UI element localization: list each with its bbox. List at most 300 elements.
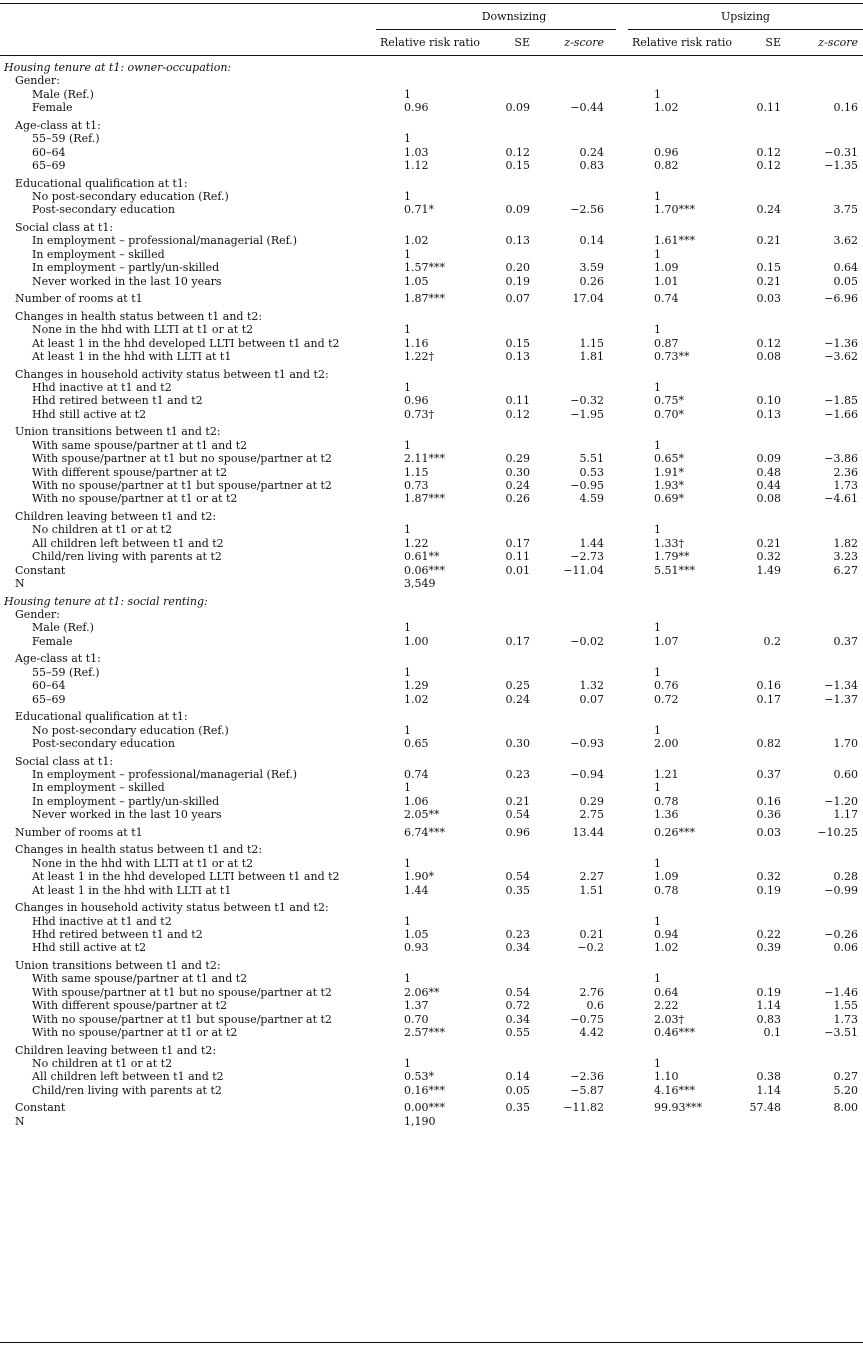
- row-label: 65–69: [32, 159, 66, 172]
- cell-rrr-down: 1: [404, 856, 411, 870]
- cell-se-up: 1.14: [756, 999, 781, 1013]
- row-label: With different spouse/partner at t2: [32, 999, 228, 1013]
- cell-z-down: 2.75: [579, 808, 604, 822]
- cell-z-up: −4.61: [824, 492, 858, 506]
- cell-se-down: 0.35: [505, 883, 530, 897]
- cell-se-up: 57.48: [749, 1101, 781, 1115]
- cell-z-down: −2.36: [570, 1070, 604, 1084]
- cell-se-up: 0.21: [756, 536, 781, 550]
- cell-rrr-up: 1.91*: [654, 465, 684, 479]
- cell-rrr-up: 99.93***: [654, 1101, 702, 1115]
- cell-z-down: 0.83: [579, 159, 604, 172]
- row-category-label: Changes in household activity status between t1 and t2:: [15, 901, 329, 915]
- col-header-se-down: SE: [514, 36, 530, 49]
- cell-z-up: 0.37: [833, 634, 858, 648]
- cell-se-up: 0.38: [756, 1070, 781, 1084]
- cell-se-up: 0.82: [756, 737, 781, 750]
- row-label: Never worked in the last 10 years: [32, 274, 222, 288]
- cell-se-up: 0.13: [756, 407, 781, 421]
- cell-se-down: 0.12: [505, 145, 530, 159]
- cell-rrr-down: 1: [404, 381, 411, 394]
- cell-z-up: −6.96: [824, 292, 858, 306]
- cell-se-down: 0.11: [505, 394, 530, 408]
- row-category-label: Union transitions between t1 and t2:: [15, 425, 221, 439]
- row-label: Post-secondary education: [32, 203, 175, 217]
- cell-z-up: 0.06: [833, 941, 858, 955]
- row-label: Hhd inactive at t1 and t2: [32, 914, 172, 928]
- cell-z-up: 1.82: [833, 536, 858, 550]
- col-header-rrr-down: Relative risk ratio: [380, 36, 480, 49]
- cell-se-up: 0.12: [756, 145, 781, 159]
- cell-se-down: 0.23: [505, 928, 530, 941]
- cell-z-down: 1.81: [579, 350, 604, 363]
- cell-z-down: −0.44: [570, 101, 604, 115]
- cell-se-down: 0.24: [505, 692, 530, 706]
- cell-rrr-up: 0.65*: [654, 452, 684, 466]
- cell-z-down: −0.2: [577, 941, 604, 955]
- cell-se-up: 0.03: [756, 825, 781, 839]
- row-label: None in the hhd with LLTI at t1 or at t2: [32, 323, 254, 337]
- cell-z-up: −1.46: [824, 985, 858, 999]
- row-category-label: Gender:: [15, 608, 60, 621]
- cell-se-down: 0.14: [505, 1070, 530, 1084]
- cell-rrr-up: 2.03†: [654, 1012, 684, 1026]
- cell-rrr-up: 0.73**: [654, 350, 690, 363]
- row-category-label: N: [15, 577, 25, 590]
- cell-se-up: 0.32: [756, 870, 781, 884]
- cell-z-up: 3.75: [833, 203, 858, 217]
- cell-rrr-up: 1.70***: [654, 203, 695, 217]
- cell-rrr-down: 1.87***: [404, 292, 445, 306]
- group-rule-upsizing: [628, 29, 863, 30]
- cell-rrr-down: 1,190: [404, 1114, 436, 1128]
- cell-rrr-down: 1.16: [404, 336, 429, 350]
- row-label: All children left between t1 and t2: [32, 536, 224, 550]
- cell-z-up: 8.00: [833, 1101, 858, 1115]
- cell-rrr-down: 1.22: [404, 536, 429, 550]
- row-label: Female: [32, 634, 73, 648]
- cell-rrr-down: 1.00: [404, 634, 429, 648]
- row-label: At least 1 in the hhd with LLTI at t1: [32, 350, 232, 363]
- row-category-label: Age-class at t1:: [15, 118, 101, 132]
- cell-rrr-down: 1.05: [404, 274, 429, 288]
- cell-z-down: −0.94: [570, 768, 604, 781]
- cell-rrr-down: 0.93: [404, 941, 429, 955]
- row-category-label: Children leaving between t1 and t2:: [15, 510, 217, 523]
- cell-rrr-down: 1: [404, 247, 411, 261]
- row-category-label: Constant: [15, 563, 66, 577]
- cell-rrr-up: 0.94: [654, 928, 679, 941]
- cell-z-down: −0.75: [570, 1012, 604, 1026]
- cell-z-down: 3.59: [579, 261, 604, 275]
- cell-se-up: 0.44: [756, 479, 781, 492]
- cell-z-up: −3.51: [824, 1026, 858, 1039]
- cell-rrr-up: 1: [654, 914, 661, 928]
- cell-z-up: 0.64: [833, 261, 858, 275]
- cell-se-up: 0.08: [756, 350, 781, 363]
- cell-se-up: 0.24: [756, 203, 781, 217]
- cell-se-down: 0.54: [505, 870, 530, 884]
- cell-rrr-down: 1: [404, 781, 411, 795]
- cell-se-down: 0.17: [505, 536, 530, 550]
- cell-z-up: −1.20: [824, 794, 858, 808]
- cell-se-down: 0.26: [505, 492, 530, 506]
- cell-z-up: 2.36: [833, 465, 858, 479]
- cell-rrr-down: 1.29: [404, 679, 429, 693]
- cell-se-down: 0.96: [505, 825, 530, 839]
- cell-rrr-up: 1: [654, 523, 661, 537]
- cell-rrr-down: 1: [404, 914, 411, 928]
- row-label: In employment – partly/un-skilled: [32, 794, 220, 808]
- group-header-downsizing: Downsizing: [481, 10, 547, 23]
- cell-rrr-up: 1: [654, 190, 661, 203]
- cell-z-up: 6.27: [833, 563, 858, 577]
- cell-rrr-up: 1: [654, 665, 661, 679]
- cell-rrr-down: 1: [404, 87, 411, 101]
- cell-se-up: 0.09: [756, 452, 781, 466]
- cell-se-down: 0.23: [505, 768, 530, 781]
- cell-se-up: 0.39: [756, 941, 781, 955]
- cell-rrr-up: 0.74: [654, 292, 679, 306]
- cell-rrr-down: 1.37: [404, 999, 429, 1013]
- row-category-label: Educational qualification at t1:: [15, 176, 188, 190]
- row-label: Hhd retired between t1 and t2: [32, 394, 203, 408]
- cell-rrr-down: 1: [404, 972, 411, 986]
- row-label: Hhd inactive at t1 and t2: [32, 381, 172, 394]
- cell-rrr-down: 1.44: [404, 883, 429, 897]
- cell-se-down: 0.29: [505, 452, 530, 466]
- row-label: With different spouse/partner at t2: [32, 465, 228, 479]
- cell-z-down: 4.59: [579, 492, 604, 506]
- cell-z-up: −1.34: [824, 679, 858, 693]
- cell-z-down: −5.87: [570, 1083, 604, 1097]
- cell-z-up: −3.86: [824, 452, 858, 466]
- cell-z-down: 0.6: [586, 999, 604, 1013]
- cell-rrr-down: 1: [404, 1057, 411, 1070]
- cell-se-down: 0.34: [505, 1012, 530, 1026]
- cell-rrr-down: 2.11***: [404, 452, 445, 466]
- cell-z-down: −0.95: [570, 479, 604, 492]
- cell-z-down: 1.44: [579, 536, 604, 550]
- cell-se-down: 0.13: [505, 234, 530, 248]
- cell-rrr-down: 0.00***: [404, 1101, 445, 1115]
- cell-rrr-down: 3,549: [404, 577, 436, 590]
- row-label: With spouse/partner at t1 but no spouse/partner at t2: [32, 452, 332, 466]
- cell-rrr-down: 0.70: [404, 1012, 429, 1026]
- cell-z-down: 1.32: [579, 679, 604, 693]
- cell-se-up: 0.16: [756, 794, 781, 808]
- cell-se-down: 0.12: [505, 407, 530, 421]
- row-label: In employment – skilled: [32, 781, 165, 795]
- cell-rrr-up: 1: [654, 381, 661, 394]
- cell-rrr-down: 2.05**: [404, 808, 440, 822]
- cell-rrr-down: 0.71*: [404, 203, 434, 217]
- row-category-label: Number of rooms at t1: [15, 292, 143, 306]
- row-category-label: Changes in health status between t1 and t2:: [15, 843, 263, 857]
- cell-rrr-up: 1: [654, 1057, 661, 1070]
- cell-se-down: 0.19: [505, 274, 530, 288]
- cell-z-up: 3.23: [833, 550, 858, 564]
- col-header-rrr-up: Relative risk ratio: [632, 36, 732, 49]
- row-label: At least 1 in the hhd with LLTI at t1: [32, 883, 232, 897]
- cell-rrr-up: 1.33†: [654, 536, 684, 550]
- cell-rrr-up: 0.69*: [654, 492, 684, 506]
- row-label: No post-secondary education (Ref.): [32, 190, 229, 203]
- row-label: In employment – professional/managerial (Ref.): [32, 234, 298, 248]
- cell-z-down: −2.73: [570, 550, 604, 564]
- cell-se-down: 0.20: [505, 261, 530, 275]
- cell-se-down: 0.30: [505, 737, 530, 750]
- cell-rrr-down: 0.96: [404, 101, 429, 115]
- cell-se-up: 1.49: [756, 563, 781, 577]
- group-header-upsizing: Upsizing: [721, 10, 770, 23]
- cell-z-down: 0.14: [579, 234, 604, 248]
- cell-se-up: 0.19: [756, 883, 781, 897]
- row-label: With no spouse/partner at t1 but spouse/partner at t2: [32, 479, 332, 492]
- group-rule-downsizing: [376, 29, 616, 30]
- cell-rrr-up: 0.72: [654, 692, 679, 706]
- cell-rrr-down: 1.03: [404, 145, 429, 159]
- cell-se-down: 0.35: [505, 1101, 530, 1115]
- cell-se-down: 0.34: [505, 941, 530, 955]
- cell-se-down: 0.25: [505, 679, 530, 693]
- row-category-label: Changes in health status between t1 and t2:: [15, 309, 263, 323]
- cell-se-up: 0.22: [756, 928, 781, 941]
- cell-z-down: 4.42: [579, 1026, 604, 1039]
- cell-z-down: 1.51: [579, 883, 604, 897]
- row-label: In employment – partly/un-skilled: [32, 261, 220, 275]
- row-label: Female: [32, 101, 73, 115]
- row-label: In employment – skilled: [32, 247, 165, 261]
- cell-se-up: 0.16: [756, 679, 781, 693]
- cell-rrr-up: 0.64: [654, 985, 679, 999]
- row-label: At least 1 in the hhd developed LLTI between t1 and t2: [32, 336, 340, 350]
- cell-rrr-down: 0.06***: [404, 563, 445, 577]
- row-category-label: Educational qualification at t1:: [15, 710, 188, 724]
- cell-z-up: −1.66: [824, 407, 858, 421]
- cell-rrr-down: 1: [404, 132, 411, 146]
- col-header-z-up: z-score: [818, 36, 858, 49]
- cell-rrr-up: 1.36: [654, 808, 679, 822]
- cell-z-up: −1.35: [824, 159, 858, 172]
- row-label: Hhd retired between t1 and t2: [32, 928, 203, 941]
- cell-rrr-up: 0.26***: [654, 825, 695, 839]
- cell-z-down: −11.82: [563, 1101, 604, 1115]
- cell-rrr-up: 5.51***: [654, 563, 695, 577]
- cell-rrr-down: 0.65: [404, 737, 429, 750]
- cell-rrr-down: 1: [404, 190, 411, 203]
- row-label: Post-secondary education: [32, 737, 175, 750]
- cell-se-up: 0.83: [756, 1012, 781, 1026]
- row-category-label: Constant: [15, 1101, 66, 1115]
- cell-se-up: 0.48: [756, 465, 781, 479]
- cell-rrr-down: 1.12: [404, 159, 429, 172]
- row-label: Male (Ref.): [32, 621, 94, 635]
- row-category-label: Age-class at t1:: [15, 652, 101, 666]
- top-rule: [0, 3, 863, 4]
- cell-z-down: 2.76: [579, 985, 604, 999]
- cell-rrr-up: 0.75*: [654, 394, 684, 408]
- row-label: With no spouse/partner at t1 or at t2: [32, 1026, 238, 1039]
- section-heading: Housing tenure at t1: social renting:: [4, 594, 208, 608]
- cell-rrr-up: 1: [654, 781, 661, 795]
- cell-z-up: −10.25: [817, 825, 858, 839]
- row-label: All children left between t1 and t2: [32, 1070, 224, 1084]
- cell-se-up: 0.12: [756, 336, 781, 350]
- row-label: Child/ren living with parents at t2: [32, 1083, 222, 1097]
- row-label: No children at t1 or at t2: [32, 523, 173, 537]
- row-category-label: Gender:: [15, 74, 60, 88]
- cell-z-down: 0.21: [579, 928, 604, 941]
- cell-rrr-down: 2.06**: [404, 985, 440, 999]
- cell-se-up: 1.14: [756, 1083, 781, 1097]
- cell-z-up: 1.73: [833, 479, 858, 492]
- cell-se-down: 0.09: [505, 101, 530, 115]
- cell-rrr-up: 2.22: [654, 999, 679, 1013]
- cell-se-down: 0.55: [505, 1026, 530, 1039]
- cell-rrr-down: 1.02: [404, 234, 429, 248]
- cell-se-up: 0.08: [756, 492, 781, 506]
- cell-se-up: 0.2: [763, 634, 781, 648]
- cell-z-up: 0.28: [833, 870, 858, 884]
- row-label: 55–59 (Ref.): [32, 665, 100, 679]
- cell-rrr-down: 1.06: [404, 794, 429, 808]
- cell-rrr-down: 1.22†: [404, 350, 434, 363]
- cell-se-up: 0.10: [756, 394, 781, 408]
- cell-rrr-up: 2.00: [654, 737, 679, 750]
- cell-rrr-down: 0.74: [404, 768, 429, 781]
- cell-z-up: 0.16: [833, 101, 858, 115]
- cell-rrr-up: 1: [654, 323, 661, 337]
- cell-rrr-down: 0.16***: [404, 1083, 445, 1097]
- cell-se-down: 0.54: [505, 985, 530, 999]
- cell-z-up: −0.99: [824, 883, 858, 897]
- row-label: With no spouse/partner at t1 or at t2: [32, 492, 238, 506]
- cell-rrr-up: 1.93*: [654, 479, 684, 492]
- cell-z-down: −0.02: [570, 634, 604, 648]
- cell-z-up: −0.26: [824, 928, 858, 941]
- cell-z-down: 0.26: [579, 274, 604, 288]
- cell-rrr-up: 4.16***: [654, 1083, 695, 1097]
- cell-z-down: 0.53: [579, 465, 604, 479]
- cell-z-down: −0.32: [570, 394, 604, 408]
- cell-se-up: 0.17: [756, 692, 781, 706]
- cell-rrr-up: 1.21: [654, 768, 679, 781]
- cell-se-down: 0.01: [505, 563, 530, 577]
- cell-rrr-down: 1.87***: [404, 492, 445, 506]
- row-label: Hhd still active at t2: [32, 407, 147, 421]
- row-label: At least 1 in the hhd developed LLTI between t1 and t2: [32, 870, 340, 884]
- cell-se-up: 0.19: [756, 985, 781, 999]
- cell-se-down: 0.15: [505, 159, 530, 172]
- cell-z-up: 1.55: [833, 999, 858, 1013]
- cell-rrr-up: 1: [654, 87, 661, 101]
- cell-rrr-up: 1.01: [654, 274, 679, 288]
- cell-rrr-up: 1.07: [654, 634, 679, 648]
- cell-se-down: 0.17: [505, 634, 530, 648]
- cell-se-down: 0.54: [505, 808, 530, 822]
- cell-se-down: 0.11: [505, 550, 530, 564]
- cell-se-down: 0.09: [505, 203, 530, 217]
- cell-rrr-up: 0.96: [654, 145, 679, 159]
- cell-se-down: 0.24: [505, 479, 530, 492]
- cell-rrr-down: 1.05: [404, 928, 429, 941]
- row-label: With same spouse/partner at t1 and t2: [32, 438, 248, 452]
- row-label: No post-secondary education (Ref.): [32, 723, 229, 737]
- cell-rrr-down: 1: [404, 621, 411, 635]
- cell-rrr-down: 1: [404, 438, 411, 452]
- row-label: With same spouse/partner at t1 and t2: [32, 972, 248, 986]
- cell-z-up: 0.05: [833, 274, 858, 288]
- section-heading: Housing tenure at t1: owner-occupation:: [4, 61, 232, 74]
- cell-rrr-down: 1.57***: [404, 261, 445, 275]
- cell-se-down: 0.72: [505, 999, 530, 1013]
- bottom-rule: [0, 1342, 863, 1343]
- row-label: 60–64: [32, 145, 66, 159]
- cell-rrr-down: 1: [404, 723, 411, 737]
- cell-z-up: −3.62: [824, 350, 858, 363]
- cell-rrr-down: 1: [404, 665, 411, 679]
- cell-se-up: 0.21: [756, 234, 781, 248]
- cell-rrr-up: 1: [654, 723, 661, 737]
- row-label: Never worked in the last 10 years: [32, 808, 222, 822]
- cell-rrr-up: 1.02: [654, 941, 679, 955]
- cell-rrr-up: 1.09: [654, 870, 679, 884]
- cell-rrr-up: 1.09: [654, 261, 679, 275]
- cell-rrr-up: 0.82: [654, 159, 679, 172]
- cell-rrr-up: 0.87: [654, 336, 679, 350]
- row-label: In employment – professional/managerial (Ref.): [32, 768, 298, 781]
- cell-z-up: −1.85: [824, 394, 858, 408]
- row-label: Male (Ref.): [32, 87, 94, 101]
- cell-se-up: 0.32: [756, 550, 781, 564]
- row-label: None in the hhd with LLTI at t1 or at t2: [32, 856, 254, 870]
- cell-z-up: 0.27: [833, 1070, 858, 1084]
- row-label: With no spouse/partner at t1 but spouse/partner at t2: [32, 1012, 332, 1026]
- cell-rrr-up: 0.78: [654, 794, 679, 808]
- cell-rrr-up: 0.46***: [654, 1026, 695, 1039]
- cell-z-down: −2.56: [570, 203, 604, 217]
- cell-rrr-down: 1.90*: [404, 870, 434, 884]
- cell-rrr-up: 0.70*: [654, 407, 684, 421]
- cell-z-down: 13.44: [572, 825, 604, 839]
- cell-se-up: 0.12: [756, 159, 781, 172]
- cell-rrr-down: 0.53*: [404, 1070, 434, 1084]
- cell-rrr-up: 1.79**: [654, 550, 690, 564]
- header-rule: [0, 55, 863, 56]
- cell-rrr-down: 0.96: [404, 394, 429, 408]
- cell-rrr-down: 1: [404, 323, 411, 337]
- cell-z-down: 1.15: [579, 336, 604, 350]
- cell-se-up: 0.37: [756, 768, 781, 781]
- row-label: Hhd still active at t2: [32, 941, 147, 955]
- cell-se-down: 0.07: [505, 292, 530, 306]
- cell-rrr-down: 2.57***: [404, 1026, 445, 1039]
- cell-z-down: 0.24: [579, 145, 604, 159]
- cell-se-down: 0.15: [505, 336, 530, 350]
- cell-rrr-down: 0.73: [404, 479, 429, 492]
- cell-z-up: 5.20: [833, 1083, 858, 1097]
- row-label: 65–69: [32, 692, 66, 706]
- cell-z-up: 1.73: [833, 1012, 858, 1026]
- col-header-z-down: z-score: [564, 36, 604, 49]
- cell-se-down: 0.30: [505, 465, 530, 479]
- cell-z-down: 17.04: [572, 292, 604, 306]
- cell-rrr-down: 1: [404, 523, 411, 537]
- cell-z-up: 1.70: [833, 737, 858, 750]
- row-category-label: Social class at t1:: [15, 221, 114, 234]
- row-category-label: Social class at t1:: [15, 754, 114, 768]
